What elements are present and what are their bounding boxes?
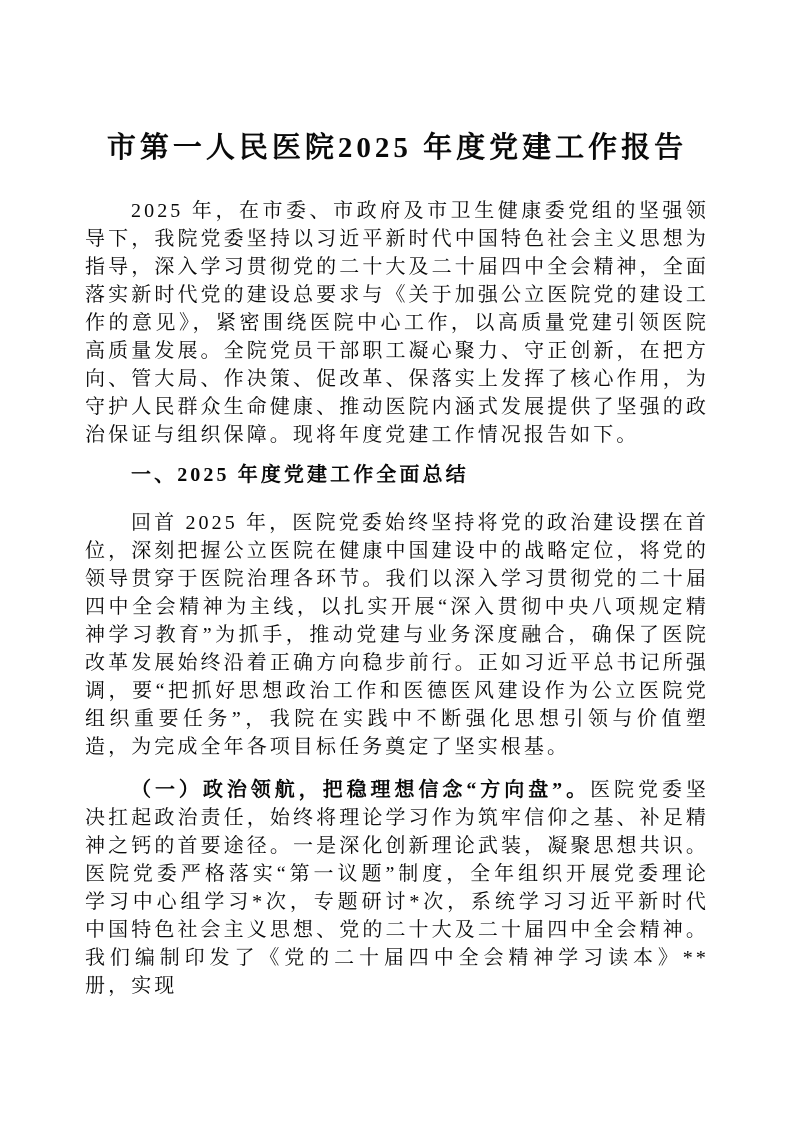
paragraph: 回首 2025 年，医院党委始终坚持将党的政治建设摆在首位，深刻把握公立医院在健康中国建设中的战略定位，将党的领导贯穿于医院治理各环节。我们以深入学习贯彻党的二十届四中全会精神为主线，以扎实开展“深入贯彻中央八项规定精神学习教育”为抓手，推动党建与业务深度融合，确保了医院改革发展始终沿着正确方向稳步前行。正如习近平总书记所强调，要“把抓好思想政治工作和医德医风建设作为公立医院党组织重要任务”，我院在实践中不断强化思想引领与价值塑造，为完成全年各项目标任务奠定了坚实根基。 <box>85 512 709 758</box>
document-title: 市第一人民医院2025 年度党建工作报告 <box>106 132 688 164</box>
paragraph: （一）政治领航，把稳理想信念“方向盘”。医院党委坚决扛起政治责任，始终将理论学习作为筑牢信仰之基、补足精神之钙的首要途径。一是深化创新理论武装，凝聚思想共识。医院党委严格落实“第一议题”制度，全年组织开展党委理论学习中心组学习*次，专题研讨*次，系统学习习近平新时代中国特色社会主义思想、党的二十大及二十届四中全会精神。我们编制印发了《党的二十届四中全会精神学习读本》**册，实现 <box>85 779 710 997</box>
paragraph-lead: （一）政治领航，把稳理想信念“方向盘”。 <box>131 779 591 801</box>
document-body <box>85 197 709 1000</box>
paragraph: 2025 年，在市委、市政府及市卫生健康委党组的坚强领导下，我院党委坚持以习近平新时代中国特色社会主义思想为指导，深入学习贯彻党的二十大及二十届四中全会精神，全面落实新时代党的建设总要求与《关于加强公立医院党的建设工作的意见》，紧密围绕医院中心工作，以高质量党建引领医院高质量发展。全院党员干部职工凝心聚力、守正创新，在把方向、管大局、作决策、促改革、保落实上发挥了核心作用，为守护人民群众生命健康、推动医院内涵式发展提供了坚强的政治保证与组织保障。现将年度党建工作情况报告如下。 <box>85 200 709 446</box>
section-heading: 一、2025 年度党建工作全面总结 <box>131 464 469 486</box>
document-content <box>85 128 709 1000</box>
